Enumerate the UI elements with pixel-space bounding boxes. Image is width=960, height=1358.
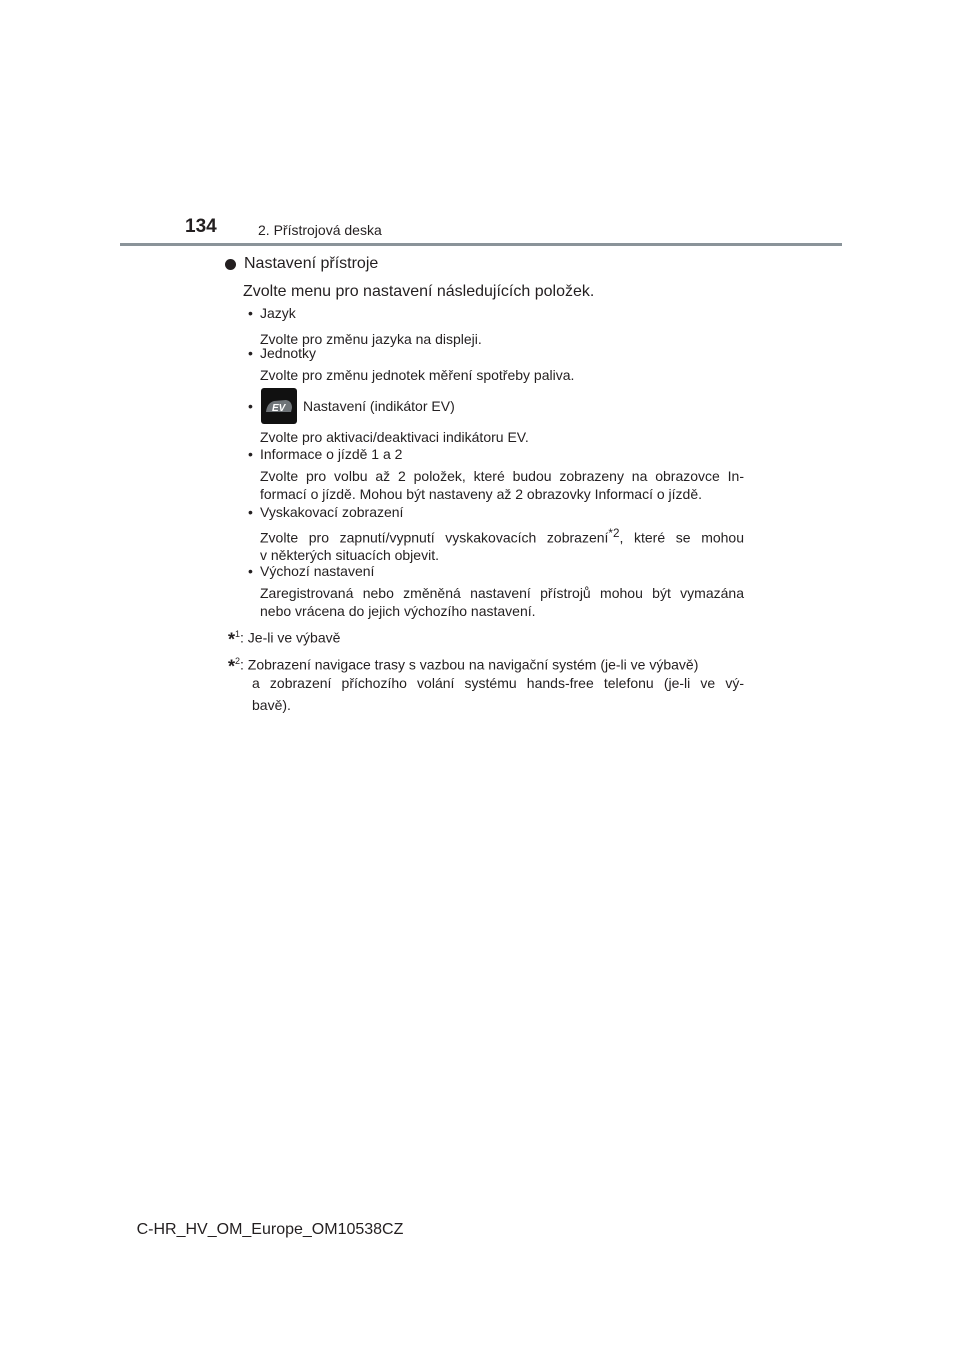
list-item-trip-info <box>248 446 402 463</box>
item-title: Nastavení (indikátor EV) <box>303 398 455 414</box>
bullet: • <box>248 345 253 361</box>
description-text: , které se mohou <box>619 529 744 546</box>
ev-icon-text: EV <box>272 403 286 414</box>
item-title: Jednotky <box>260 345 317 361</box>
footnote-text: : Je-li ve výbavě <box>240 629 341 646</box>
item-description <box>260 331 744 349</box>
item-description <box>260 585 744 620</box>
description-line: Zvolte pro změnu jednotek měření spotřeby paliva. <box>260 367 575 383</box>
footnote-number: 1 <box>235 629 241 639</box>
description-line: nebo vrácena do jejich výchozího nastavení. <box>260 602 536 619</box>
description-line: Zaregistrovaná nebo změněná nastavení přístrojů mohou být vymazána <box>260 585 744 601</box>
item-description <box>260 525 744 565</box>
list-item-ev <box>248 398 260 415</box>
section-heading <box>225 255 378 273</box>
section-title: 2. Přístrojová deska <box>258 222 382 238</box>
item-title: Vyskakovací zobrazení <box>260 504 404 520</box>
header-rule <box>120 243 842 246</box>
heading-text: Nastavení přístroje <box>244 255 379 272</box>
footnote-text: : Zobrazení navigace trasy s vazbou na navigační systém (je-li ve výbavě) <box>240 656 699 673</box>
footnote-1 <box>228 623 340 651</box>
description-line: v některých situacích objevit. <box>260 547 439 564</box>
item-title: Výchozí nastavení <box>260 563 375 579</box>
bullet: • <box>248 446 253 462</box>
list-item-popup <box>248 504 403 521</box>
bullet-circle-icon <box>225 259 236 270</box>
footnote-line: bavě). <box>252 697 291 713</box>
description-line <box>260 525 744 547</box>
ev-indicator-icon <box>261 388 297 424</box>
description-text: Zvolte pro zapnutí/vypnutí vyskakovacích zobrazení <box>260 529 609 546</box>
description-line: Zvolte pro změnu jazyka na displeji. <box>260 331 482 347</box>
footnote-line: a zobrazení příchozího volání systému hands-free telefonu (je-li ve vý- <box>252 675 744 691</box>
item-title: Jazyk <box>260 305 296 321</box>
page-number: 134 <box>185 216 217 237</box>
description-line: Zvolte pro aktivaci/deaktivaci indikátoru EV. <box>260 429 529 445</box>
bullet: • <box>248 563 253 579</box>
bullet: • <box>248 398 253 414</box>
document-code: C-HR_HV_OM_Europe_OM10538CZ <box>136 1221 404 1238</box>
footnote-2-continuation <box>252 672 744 716</box>
list-item-language <box>248 305 296 322</box>
bullet: • <box>248 305 253 321</box>
bullet: • <box>248 504 253 520</box>
footnote-reference: *2 <box>608 527 620 540</box>
description-line: Zvolte pro volbu až 2 položek, které budou zobrazeny na obrazovce In- <box>260 468 744 484</box>
item-description <box>260 429 744 447</box>
footnote-number: 2 <box>235 656 241 666</box>
item-title: Informace o jízdě 1 a 2 <box>260 446 403 462</box>
item-description <box>260 367 744 385</box>
item-description <box>260 468 744 503</box>
description-line: formací o jízdě. Mohou být nastaveny až 2 obrazovky Informací o jízdě. <box>260 485 702 502</box>
footnote-star: * <box>228 656 236 677</box>
footnote-star: * <box>228 629 236 650</box>
list-item-units <box>248 345 316 362</box>
intro-text: Zvolte menu pro nastavení následujících položek. <box>243 283 595 300</box>
list-item-defaults <box>248 563 374 580</box>
